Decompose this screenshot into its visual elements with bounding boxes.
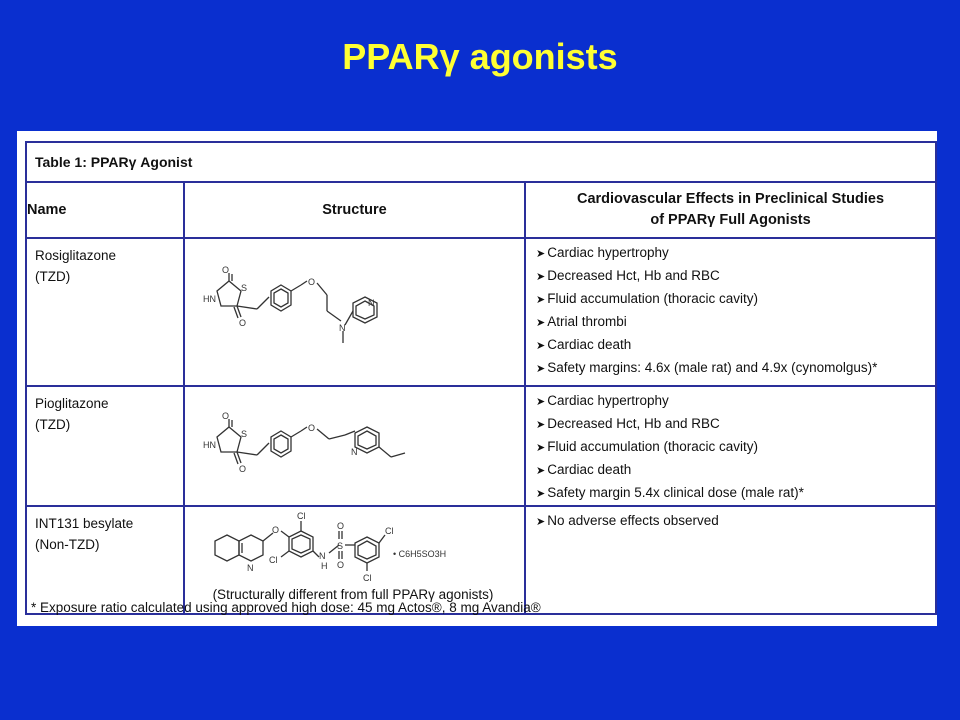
table-panel [17, 131, 937, 626]
arrowhead-bullet-icon: ➤ [536, 363, 546, 375]
chlorine-label: Cl [363, 573, 372, 583]
effect-item: ➤ Atrial thrombi [536, 314, 627, 329]
nitrogen-label: N [339, 323, 346, 333]
slide-title: PPARγ agonists [342, 36, 618, 77]
header-effects-line1: Cardiovascular Effects in Preclinical Studies [576, 191, 885, 207]
table-row [26, 386, 936, 506]
sulfur-label: S [241, 283, 248, 293]
drug-class: (Non-TZD) [35, 537, 100, 552]
effect-item: ➤ Safety margin 5.4x clinical dose (male rat)* [536, 485, 804, 500]
effect-item: ➤ Decreased Hct, Hb and RBC [536, 416, 720, 431]
oxygen-label: O [337, 521, 345, 531]
structure-cell [184, 506, 525, 614]
drug-name-cell [26, 506, 184, 614]
sulfur-label: S [337, 541, 344, 551]
arrowhead-bullet-icon: ➤ [536, 396, 546, 408]
hydrogen-label: H [321, 561, 328, 571]
effects-cell [525, 386, 936, 506]
effect-item: ➤ Cardiac death [536, 462, 632, 477]
arrowhead-bullet-icon: ➤ [536, 516, 546, 528]
oxygen-label: O [308, 277, 316, 287]
nitrogen-label: N [368, 298, 375, 308]
effect-item: ➤ Fluid accumulation (thoracic cavity) [536, 291, 759, 306]
oxygen-label: O [239, 318, 247, 328]
structure-note: (Structurally different from full PPARγ agonists) [212, 587, 494, 602]
arrowhead-bullet-icon: ➤ [536, 340, 546, 352]
oxygen-label: O [239, 464, 247, 474]
drug-name: Rosiglitazone [35, 248, 117, 263]
agonist-table [25, 141, 937, 615]
arrowhead-bullet-icon: ➤ [536, 442, 546, 454]
drug-name: INT131 besylate [35, 516, 134, 531]
effects-cell [525, 238, 936, 386]
oxygen-label: O [222, 411, 230, 421]
besylate-salt-label: • C6H5SO3H [393, 549, 447, 559]
chlorine-label: Cl [385, 526, 394, 536]
effect-item: ➤ Decreased Hct, Hb and RBC [536, 268, 720, 283]
arrowhead-bullet-icon: ➤ [536, 488, 546, 500]
nitrogen-label: N [319, 551, 326, 561]
arrowhead-bullet-icon: ➤ [536, 419, 546, 431]
oxygen-label: O [222, 265, 230, 275]
drug-name: Pioglitazone [35, 396, 109, 411]
drug-class: (TZD) [35, 269, 71, 284]
arrowhead-bullet-icon: ➤ [536, 317, 546, 329]
drug-name-cell [26, 386, 184, 506]
drug-class: (TZD) [35, 417, 71, 432]
header-effects [525, 182, 936, 238]
oxygen-label: O [272, 525, 280, 535]
oxygen-label: O [337, 560, 345, 570]
header-structure: Structure [184, 182, 525, 238]
effect-item: ➤ No adverse effects observed [536, 513, 719, 528]
structure-cell [184, 386, 525, 506]
nitrogen-label: N [351, 447, 358, 457]
structure-cell [184, 238, 525, 386]
effects-cell [525, 506, 936, 614]
arrowhead-bullet-icon: ➤ [536, 294, 546, 306]
header-name: Name [26, 182, 184, 238]
oxygen-label: O [308, 423, 316, 433]
rosiglitazone-structure-image [185, 239, 522, 377]
header-row [26, 182, 936, 238]
effect-item: ➤ Fluid accumulation (thoracic cavity) [536, 439, 759, 454]
effect-item: ➤ Safety margins: 4.6x (male rat) and 4.9x (cynomolgus)* [536, 360, 878, 375]
arrowhead-bullet-icon: ➤ [536, 465, 546, 477]
effect-item: ➤ Cardiac death [536, 337, 632, 352]
effect-item: ➤ Cardiac hypertrophy [536, 245, 669, 260]
table-row [26, 506, 936, 614]
pioglitazone-structure-image [185, 387, 522, 497]
table-row [26, 238, 936, 386]
arrowhead-bullet-icon: ➤ [536, 248, 546, 260]
chlorine-label: Cl [269, 555, 278, 565]
table-caption: Table 1: PPARγ Agonist [26, 142, 936, 182]
chlorine-label: Cl [297, 511, 306, 521]
sulfur-label: S [241, 429, 248, 439]
int131-structure-image [185, 507, 522, 605]
effect-item: ➤ Cardiac hypertrophy [536, 393, 669, 408]
drug-name-cell [26, 238, 184, 386]
arrowhead-bullet-icon: ➤ [536, 271, 546, 283]
hn-label: HN [203, 294, 216, 304]
nitrogen-label: N [247, 563, 254, 573]
table-footnote: * Exposure ratio calculated using approved high dose: 45 mg Actos®, 8 mg Avandia® [31, 600, 541, 615]
hn-label: HN [203, 440, 216, 450]
header-effects-line2: of PPARγ Full Agonists [650, 212, 811, 228]
table-caption-row [26, 142, 936, 182]
